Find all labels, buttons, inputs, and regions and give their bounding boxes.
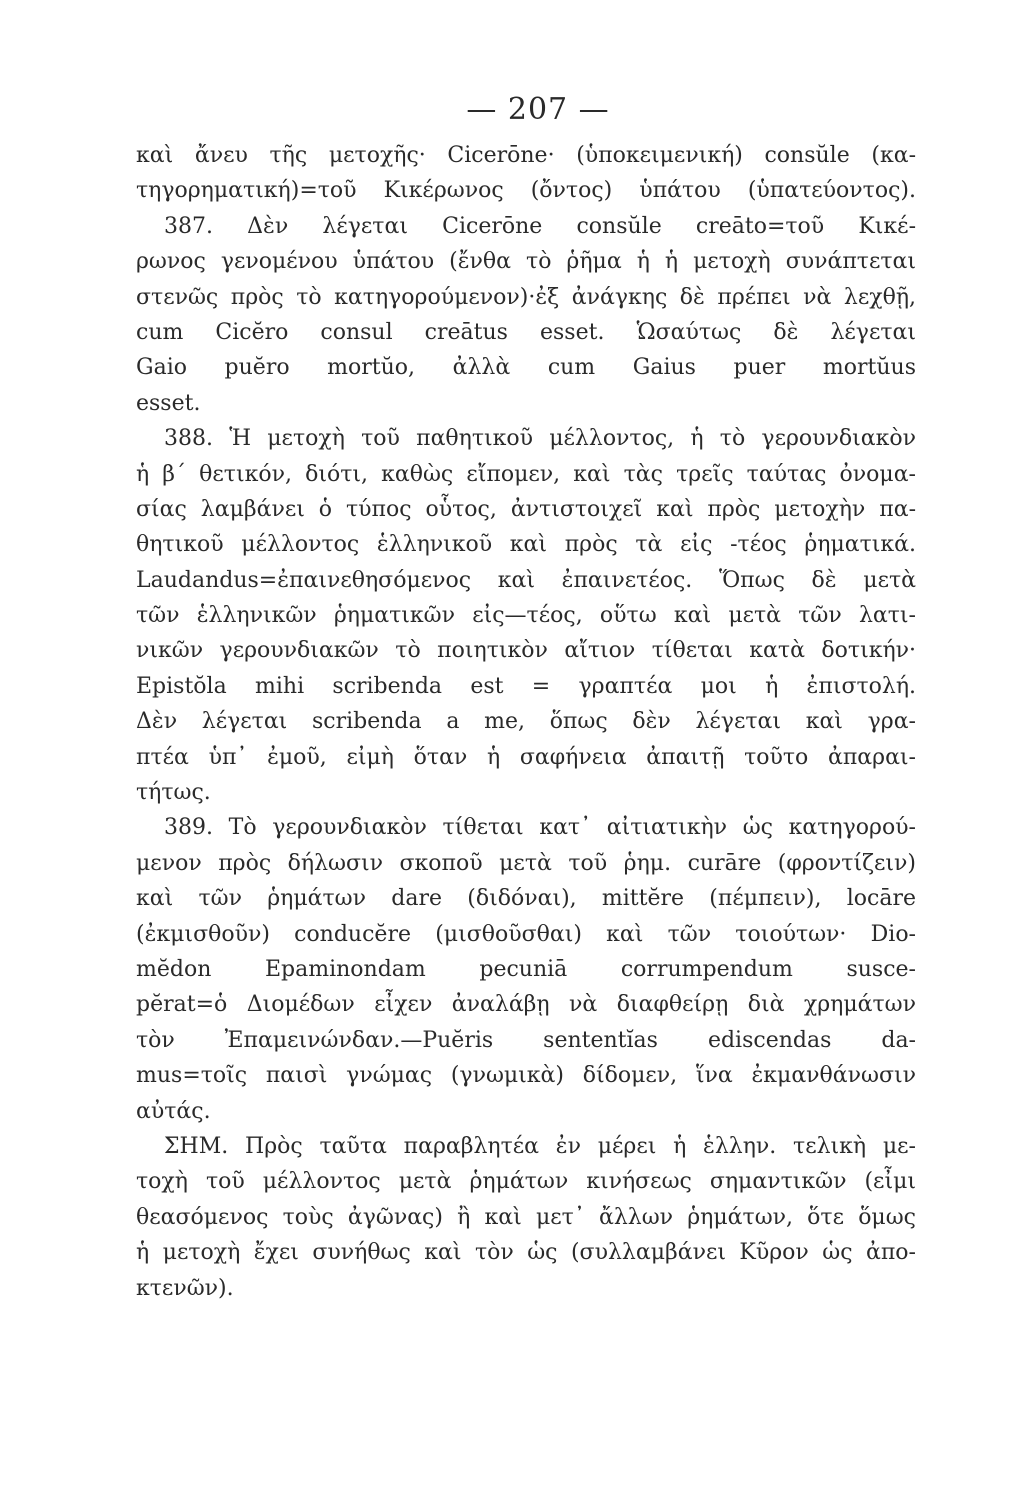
text-line: θητικοῦ μέλλοντος ἑλληνικοῦ καὶ πρὸς τὰ εἰς -τέος ῥηματικά.	[136, 532, 916, 558]
text-line: στενῶς πρὸς τὸ κατηγορούμενον)·ἐξ ἀνάγκης δὲ πρέπει νὰ λεχθῇ,	[136, 284, 916, 310]
text-line: esset.	[136, 390, 201, 416]
text-line: αὐτάς.	[136, 1098, 211, 1124]
text-line: καὶ ἄνευ τῆς μετοχῆς· Cicerōne· (ὑποκειμενική) consŭle (κα-	[136, 143, 916, 168]
text-line: 389. Τὸ γερουνδιακὸν τίθεται κατ᾽ αἰτιατικὴν ὡς κατηγορού-	[164, 815, 916, 841]
text-line: τοχὴ τοῦ μέλλοντος μετὰ ῥημάτων κινήσεως σημαντικῶν (εἶμι	[136, 1169, 916, 1195]
text-line: (ἐκμισθοῦν) conducĕre (μισθοῦσθαι) καὶ τῶν τοιούτων· Dio-	[136, 921, 916, 947]
body-text	[136, 138, 916, 1306]
text-line: τὸν Ἐπαμεινώνδαν.—Puĕris sententĭas ediscendas da-	[136, 1027, 916, 1053]
text-line: ρωνος γενομένου ὑπάτου (ἔνθα τὸ ῥῆμα ἡ ἡ μετοχὴ συνάπτεται	[136, 249, 916, 275]
text-line: κτενῶν).	[136, 1275, 234, 1301]
text-line: καὶ τῶν ῥημάτων dare (διδόναι), mittĕre (πέμπειν), locāre	[136, 886, 916, 912]
text-line: Laudandus=ἐπαινεθησόμενος καὶ ἐπαινετέος. Ὅπως δὲ μετὰ	[136, 567, 916, 593]
text-line: θεασόμενος τοὺς ἀγῶνας) ἢ καὶ μετ᾽ ἄλλων ῥημάτων, ὅτε ὅμως	[136, 1204, 916, 1230]
text-line: 388. Ἡ μετοχὴ τοῦ παθητικοῦ μέλλοντος, ἡ τὸ γερουνδιακὸν	[164, 426, 916, 452]
text-line: νικῶν γερουνδιακῶν τὸ ποιητικὸν αἴτιον τίθεται κατὰ δοτικήν·	[136, 638, 916, 664]
text-line: μενον πρὸς δήλωσιν σκοποῦ μετὰ τοῦ ῥημ. curāre (φροντίζειν)	[136, 850, 916, 876]
text-line: Epistŏla mihi scribenda est = γραπτέα μοι ἡ ἐπιστολή.	[136, 673, 916, 699]
text-line: Δὲν λέγεται scribenda a me, ὅπως δὲν λέγεται καὶ γρα-	[136, 709, 916, 735]
page-number: — 207 —	[466, 92, 610, 127]
text-line: τῶν ἑλληνικῶν ῥηματικῶν εἰς—τέος, οὕτω καὶ μετὰ τῶν λατι-	[136, 603, 916, 629]
text-line: Gaio puĕro mortŭo, ἀλλὰ cum Gaius puer mortŭus	[136, 355, 916, 381]
text-line: ΣΗΜ. Πρὸς ταῦτα παραβλητέα ἐν μέρει ἡ ἑλλην. τελικὴ με-	[164, 1133, 916, 1159]
text-line: mus=τοῖς παισὶ γνώμας (γνωμικὰ) δίδομεν, ἵνα ἐκμανθάνωσιν	[136, 1063, 916, 1089]
text-line: τήτως.	[136, 780, 211, 806]
text-line: 387. Δὲν λέγεται Cicerōne consŭle creāto=τοῦ Κικέ-	[164, 213, 916, 239]
text-line: mĕdon Epaminondam pecuniā corrumpendum susce-	[136, 956, 916, 982]
text-line: σίας λαμβάνει ὁ τύπος οὗτος, ἀντιστοιχεῖ καὶ πρὸς μετοχὴν πα-	[136, 496, 916, 522]
text-line: ἡ μετοχὴ ἔχει συνήθως καὶ τὸν ὡς (συλλαμβάνει Κῦρον ὡς ἀπο-	[136, 1240, 916, 1266]
book-page	[136, 88, 916, 1306]
text-line: πτέα ὑπ᾽ ἐμοῦ, εἰμὴ ὅταν ἡ σαφήνεια ἀπαιτῇ τοῦτο ἀπαραι-	[136, 744, 916, 770]
text-line: cum Cicĕro consul creātus esset. Ὡσαύτως δὲ λέγεται	[136, 319, 916, 345]
text-line: ἡ β΄ θετικόν, διότι, καθὼς εἴπομεν, καὶ τὰς τρεῖς ταύτας ὀνομα-	[136, 461, 916, 487]
text-line: τηγορηματική)=τοῦ Κικέρωνος (ὄντος) ὑπάτου (ὑπατεύοντος).	[136, 178, 916, 204]
text-line: pĕrat=ὁ Διομέδων εἶχεν ἀναλάβῃ νὰ διαφθείρῃ διὰ χρημάτων	[136, 992, 916, 1018]
